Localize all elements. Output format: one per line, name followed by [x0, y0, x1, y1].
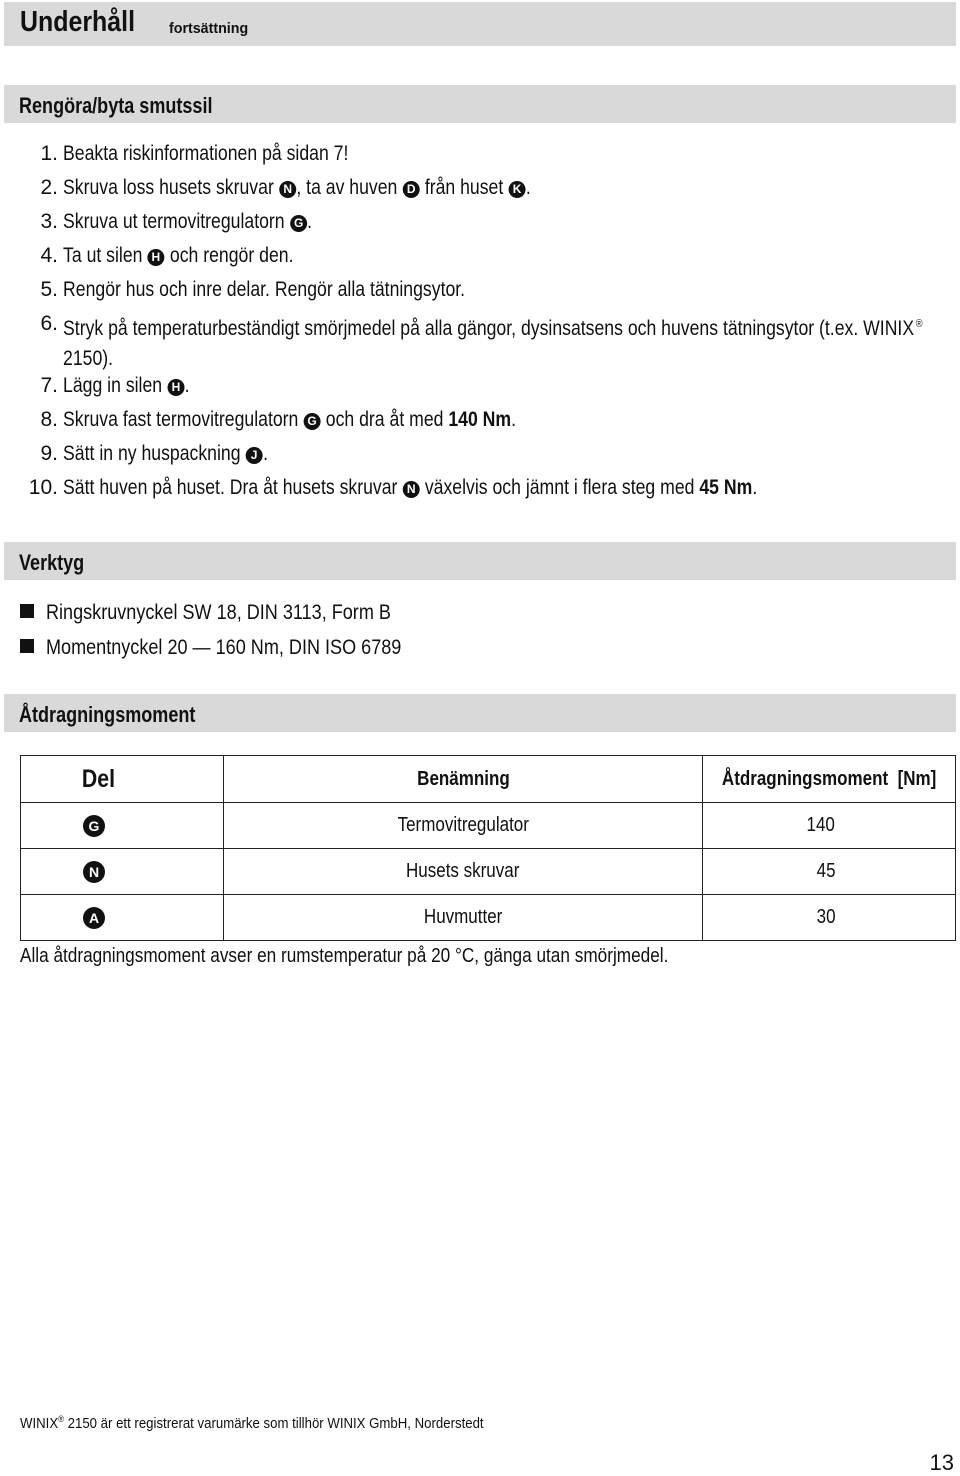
step-4: 4. Ta ut silen H och rengör den.: [40, 244, 294, 267]
page-number: 13: [929, 1450, 954, 1475]
section-header-torque: [4, 694, 956, 732]
section-title: Rengöra/byta smutssil: [19, 93, 213, 118]
step-7: 7. Lägg in silen H .: [40, 374, 190, 397]
step-5: 5. Rengör hus och inre delar. Rengör alla tätningsytor.: [40, 278, 466, 301]
marker-n-icon: N: [279, 181, 296, 198]
tools-list: [20, 595, 459, 665]
section-title: Verktyg: [19, 550, 85, 575]
marker-d-icon: D: [403, 181, 420, 198]
step-6: 6. Stryk på temperaturbeständigt smörjmedel på alla gängor, dysinsatsens och huvens tätningsytor (t.ex. WINIX ® 2150).: [40, 312, 923, 370]
steps-list: [20, 137, 950, 505]
column-header-part: Del: [21, 756, 224, 803]
page-subtitle: fortsättning: [169, 20, 249, 37]
step-1: 1. Beakta riskinformationen på sidan 7!: [40, 142, 349, 165]
marker-k-icon: K: [508, 181, 525, 198]
step-3: 3. Skruva ut termovitregulatorn G .: [40, 210, 313, 233]
section-title: Åtdragningsmoment: [19, 702, 196, 727]
tool-item: Ringskruvnyckel SW 18, DIN 3113, Form B: [20, 595, 459, 630]
footer-trademark: WINIX® 2150 är ett registrerat varumärke som tillhör WINIX GmbH, Norderstedt: [20, 1414, 484, 1432]
step-9: 9. Sätt in ny huspackning J .: [40, 442, 268, 465]
marker-h-icon: H: [167, 379, 184, 396]
tool-item: Momentnyckel 20 — 160 Nm, DIN ISO 6789: [20, 630, 459, 665]
bullet-square-icon: [20, 604, 34, 618]
header-bar: [4, 2, 956, 46]
table-header-row: [21, 756, 956, 803]
column-header-torque: Åtdragningsmoment [Nm]: [702, 756, 955, 803]
page-title: Underhåll: [20, 6, 136, 38]
marker-n-icon: N: [403, 481, 420, 498]
table-row: N Husets skruvar 45: [21, 849, 956, 895]
bullet-square-icon: [20, 639, 34, 653]
step-8: 8. Skruva fast termovitregulatorn G och dra åt med 140 Nm.: [40, 408, 517, 431]
table-row: G Termovitregulator 140: [21, 803, 956, 849]
part-n-icon: N: [83, 861, 105, 883]
marker-g-icon: G: [304, 413, 321, 430]
part-g-icon: G: [83, 815, 105, 837]
step-10: 10. Sätt huven på huset. Dra åt husets skruvar N växelvis och jämnt i flera steg med 45 Nm.: [28, 476, 758, 499]
marker-j-icon: J: [246, 447, 263, 464]
registered-mark: ®: [915, 318, 923, 330]
marker-g-icon: G: [290, 215, 307, 232]
marker-h-icon: H: [148, 249, 165, 266]
section-header-tools: [4, 542, 956, 580]
step-2: 2. Skruva loss husets skruvar N , ta av huven D från huset K .: [40, 176, 531, 199]
torque-table: [20, 755, 956, 941]
torque-note: Alla åtdragningsmoment avser en rumstemperatur på 20 °C, gänga utan smörjmedel.: [20, 945, 669, 967]
table-row: A Huvmutter 30: [21, 895, 956, 941]
part-a-icon: A: [83, 907, 105, 929]
section-header-clean-strainer: [4, 85, 956, 123]
column-header-name: Benämning: [224, 756, 703, 803]
